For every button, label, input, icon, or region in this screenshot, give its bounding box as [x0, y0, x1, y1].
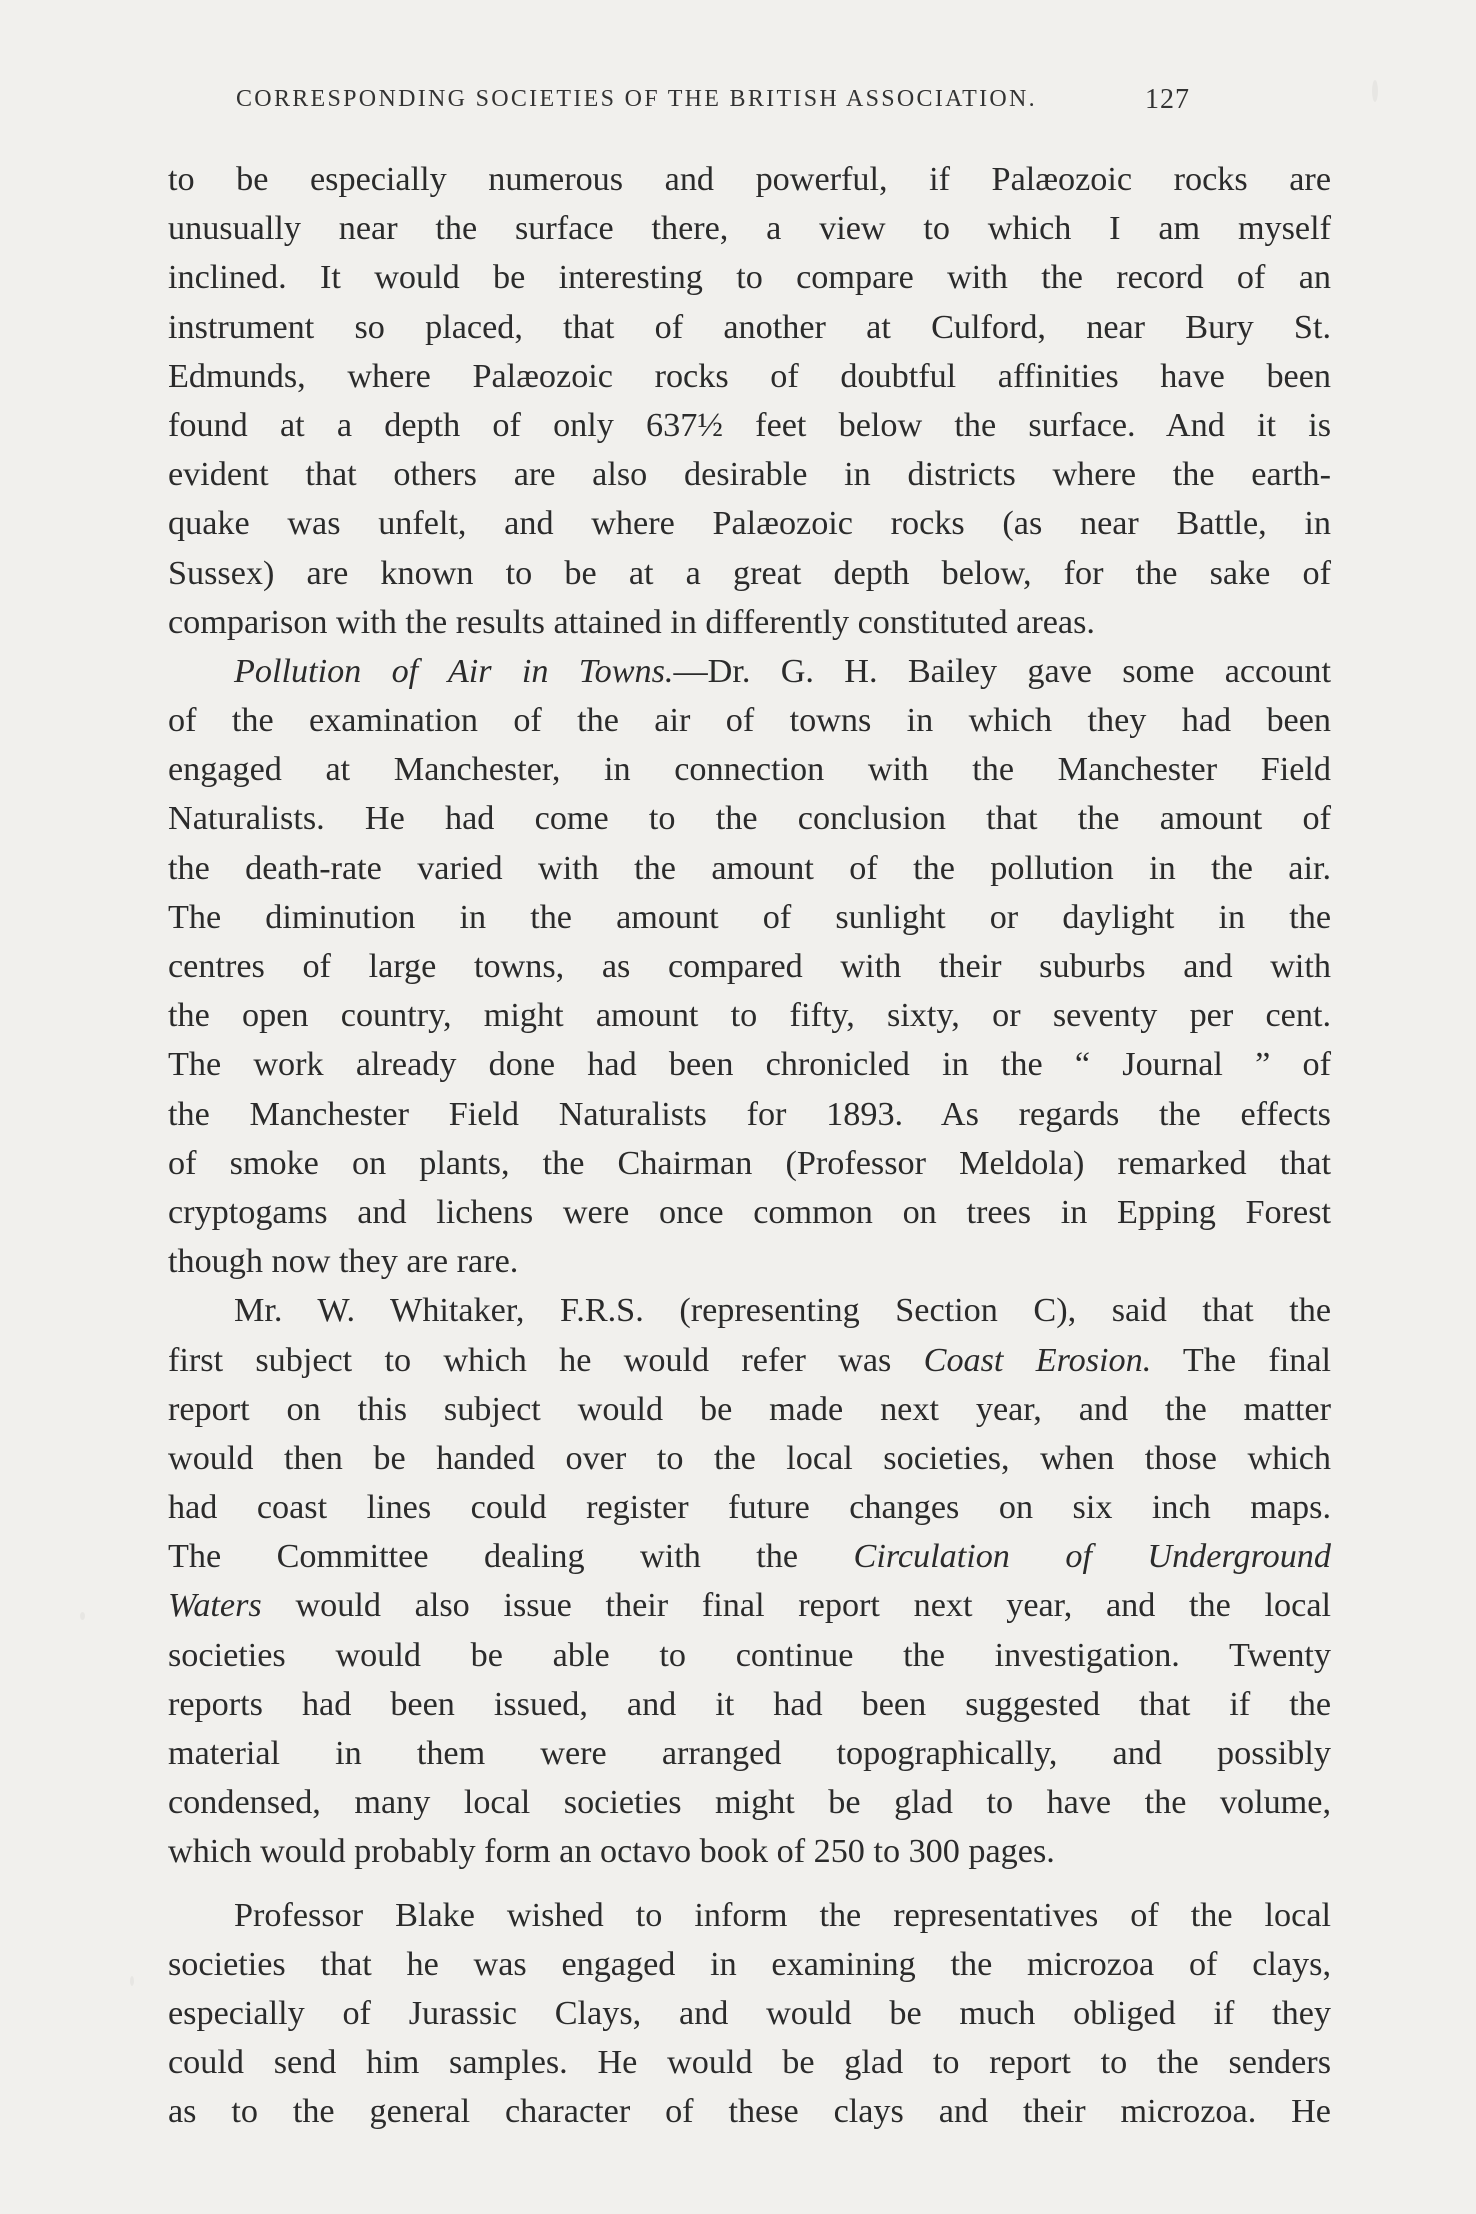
text-line: centres of large towns, as compared with their suburbs and with — [168, 948, 1331, 985]
paragraph-whitaker — [168, 1286, 1331, 1876]
text-line: Mr. W. Whitaker, F.R.S. (representing Section C), said that the — [234, 1292, 1331, 1330]
text-line: inclined. It would be interesting to compare with the record of an — [168, 259, 1331, 297]
text-run: —Dr. G. H. Bailey gave some account — [673, 652, 1331, 690]
italic-term: Waters — [168, 1587, 262, 1625]
text-line: the Manchester Field Naturalists for 1893. As regards the effects — [168, 1095, 1331, 1133]
paragraph-blake — [168, 1891, 1331, 2137]
text-line: the open country, might amount to fifty, sixty, or seventy per cent. — [168, 997, 1331, 1035]
text-line: instrument so placed, that of another at Culford, near Bury St. — [168, 308, 1331, 346]
body-text — [168, 155, 1331, 2137]
text-line: had coast lines could register future changes on six inch maps. — [168, 1489, 1331, 1527]
text-line: quake was unfelt, and where Palæozoic rocks (as near Battle, in — [168, 505, 1331, 543]
text-line: of the examination of the air of towns in which they had been — [168, 702, 1331, 740]
text-line: the death-rate varied with the amount of the pollution in the air. — [168, 849, 1331, 887]
text-line — [168, 1532, 1331, 1581]
paragraph-gap — [168, 1877, 1331, 1891]
paragraph-pollution — [168, 647, 1331, 1286]
text-line: report on this subject would be made next year, and the matter — [168, 1390, 1331, 1428]
text-run: The Committee dealing with the — [168, 1538, 854, 1576]
text-line: comparison with the results attained in differently constituted areas. — [168, 603, 1095, 641]
text-line: Professor Blake wished to inform the representatives of the local — [234, 1896, 1331, 1934]
text-line: Edmunds, where Palæozoic rocks of doubtful affinities have been — [168, 357, 1331, 395]
text-line: Naturalists. He had come to the conclusion that the amount of — [168, 800, 1331, 838]
italic-term: Circulation of Underground — [853, 1538, 1331, 1576]
paper-blemish — [130, 1976, 134, 1986]
paper-blemish — [80, 1612, 85, 1620]
text-line: societies that he was engaged in examining the microzoa of clays, — [168, 1945, 1331, 1983]
text-line: would then be handed over to the local societies, when those which — [168, 1439, 1331, 1477]
text-line: as to the general character of these clays and their microzoa. He — [168, 2093, 1331, 2131]
text-line: unusually near the surface there, a view to which I am myself — [168, 210, 1331, 248]
text-line: material in them were arranged topographically, and possibly — [168, 1735, 1331, 1772]
text-run: would also issue their final report next year, and the local — [261, 1587, 1331, 1625]
text-line: societies would be able to continue the investigation. Twenty — [168, 1636, 1331, 1674]
paragraph-continued — [168, 155, 1331, 647]
paper-blemish — [1372, 80, 1378, 102]
text-run: The final — [1151, 1341, 1331, 1379]
text-line — [168, 647, 1331, 696]
text-line: The diminution in the amount of sunlight or daylight in the — [168, 898, 1331, 936]
text-line: could send him samples. He would be glad to report to the senders — [168, 2044, 1331, 2082]
text-line: of smoke on plants, the Chairman (Professor Meldola) remarked that — [168, 1144, 1331, 1182]
text-line: evident that others are also desirable in districts where the earth- — [168, 456, 1331, 494]
text-line — [168, 1581, 1331, 1630]
text-line: reports had been issued, and it had been suggested that if the — [168, 1685, 1331, 1723]
text-line: to be especially numerous and powerful, if Palæozoic rocks are — [168, 161, 1331, 198]
text-line: engaged at Manchester, in connection with the Manchester Field — [168, 751, 1331, 789]
page-number: 127 — [1145, 84, 1190, 115]
italic-term: Coast Erosion. — [923, 1341, 1152, 1379]
text-run: first subject to which he would refer was — [168, 1341, 924, 1379]
text-line: cryptogams and lichens were once common on trees in Epping Forest — [168, 1193, 1331, 1231]
text-line: though now they are rare. — [168, 1243, 519, 1281]
text-line: The work already done had been chronicled in the “ Journal ” of — [168, 1046, 1331, 1084]
running-head — [236, 86, 1236, 126]
text-line: condensed, many local societies might be glad to have the volume, — [168, 1784, 1331, 1822]
section-heading-italic: Pollution of Air in Towns. — [234, 652, 674, 690]
text-line: Sussex) are known to be at a great depth below, for the sake of — [168, 554, 1331, 592]
text-line: which would probably form an octavo book of 250 to 300 pages. — [168, 1833, 1055, 1871]
text-line: especially of Jurassic Clays, and would be much obliged if they — [168, 1994, 1331, 2032]
text-line — [168, 1336, 1331, 1385]
text-line: found at a depth of only 637½ feet below the surface. And it is — [168, 406, 1331, 444]
running-title: CORRESPONDING SOCIETIES OF THE BRITISH ASSOCIATION. — [236, 86, 1037, 112]
